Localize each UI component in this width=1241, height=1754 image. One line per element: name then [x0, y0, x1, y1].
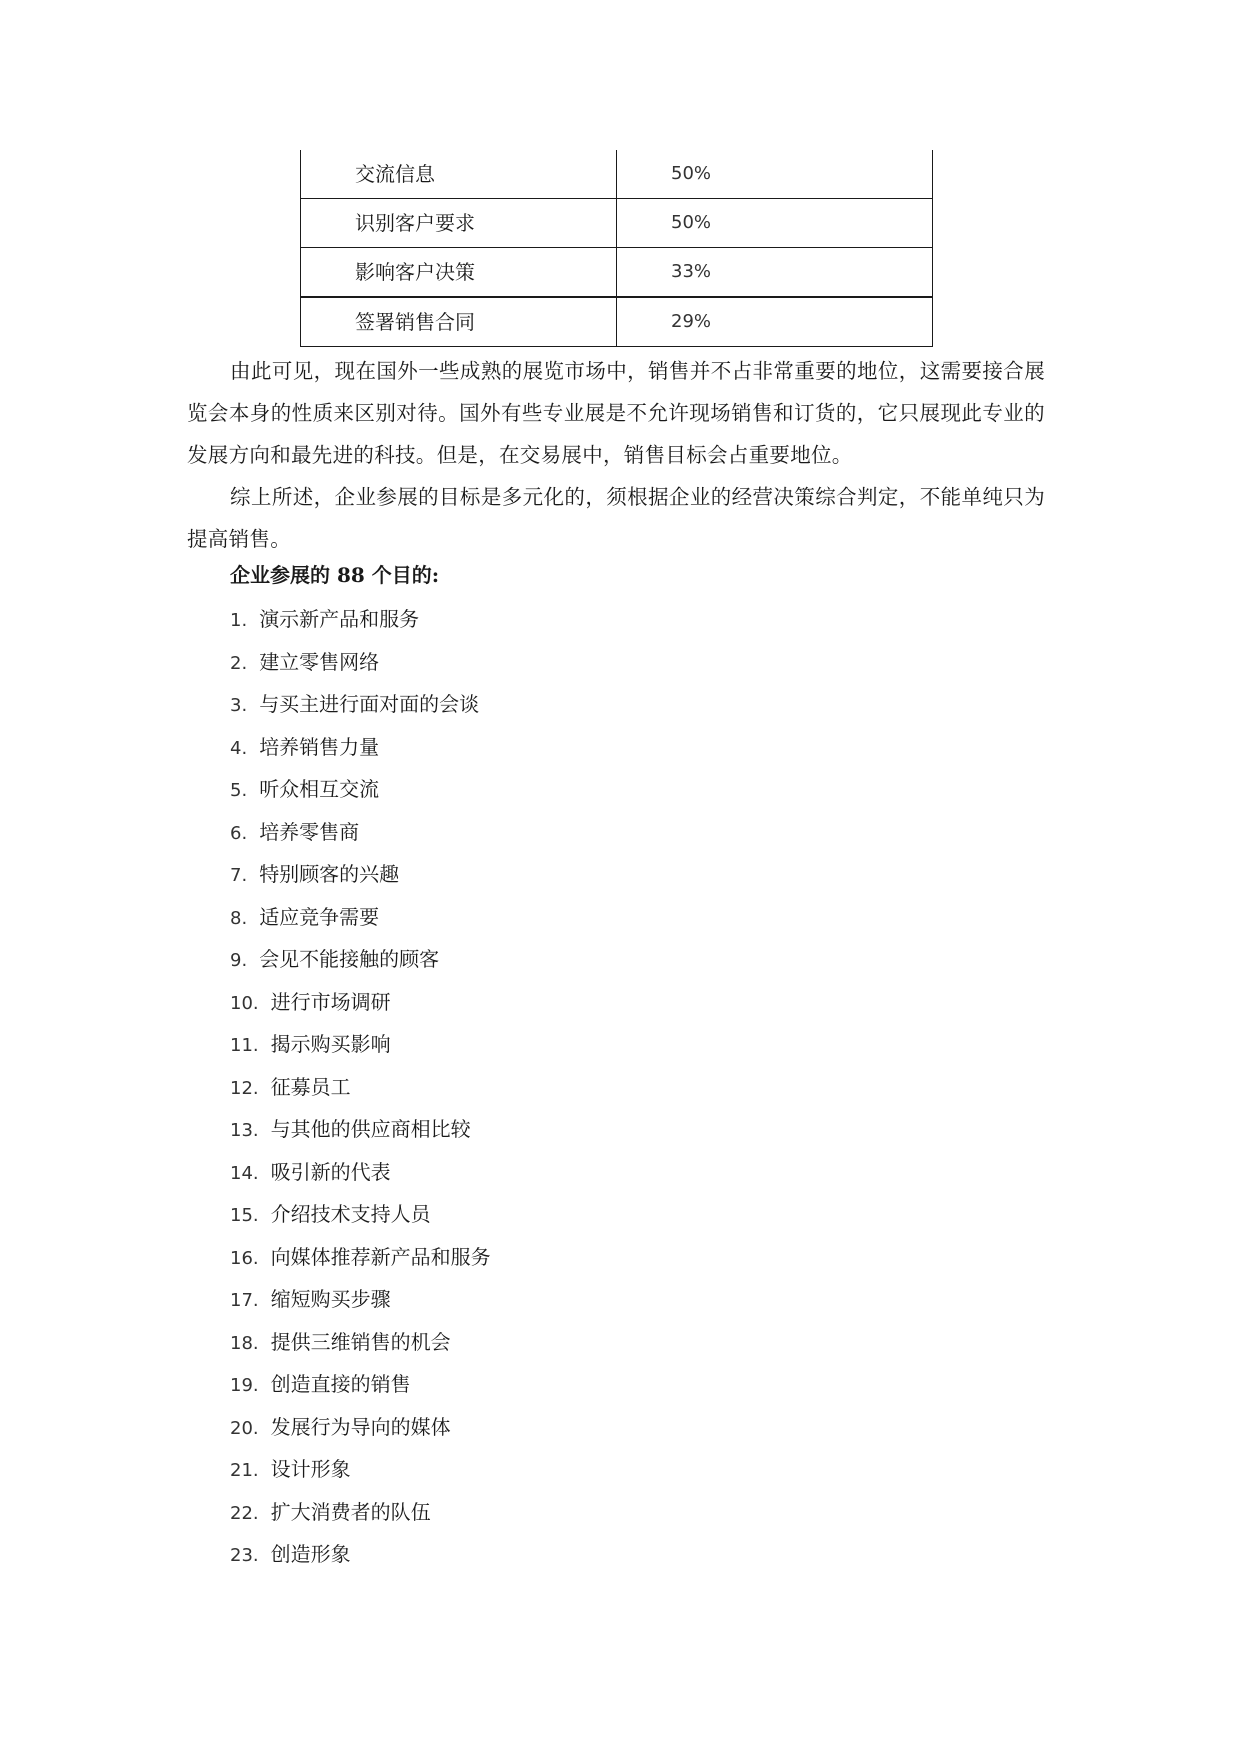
list-item-text: 演示新产品和服务 — [259, 607, 420, 631]
table-row — [301, 248, 933, 298]
list-item — [230, 1151, 491, 1194]
list-item-number: 9. — [230, 950, 248, 971]
list-item-text: 培养零售商 — [259, 819, 360, 844]
list-item-number: 22. — [230, 1502, 259, 1524]
paragraph: 由此可见，现在国外一些成熟的展览市场中，销售并不占非常重要的地位，这需要接合展览会本身的性质来区别对待。国外有些专业展是不允许现场销售和订货的，它只展现此专业的发展方向和最先进的科技。但是，在交易展中，销售目标会占重要地位。 — [187, 359, 1045, 467]
list-item — [230, 641, 491, 684]
list-item-number: 10. — [230, 992, 259, 1014]
list-item — [230, 853, 491, 896]
table-cell-percent: 29% — [617, 297, 933, 347]
list-item-number: 1. — [230, 610, 248, 631]
table-cell-percent: 50% — [617, 150, 933, 199]
list-item-text: 建立零售网络 — [259, 649, 380, 674]
list-item — [230, 981, 491, 1024]
list-item — [230, 1066, 491, 1109]
list-item — [230, 1533, 491, 1576]
list-item — [230, 1278, 491, 1321]
paragraph: 综上所述，企业参展的目标是多元化的，须根据企业的经营决策综合判定，不能单纯只为提高销售。 — [187, 485, 1045, 551]
list-item — [230, 811, 491, 854]
list-item — [230, 726, 491, 769]
list-item-text: 会见不能接触的顾客 — [259, 947, 440, 971]
list-item — [230, 896, 491, 939]
list-item-number: 8. — [230, 907, 248, 929]
list-item-text: 缩短购买步骤 — [270, 1287, 391, 1311]
list-item — [230, 1491, 491, 1534]
list-item-text: 进行市场调研 — [270, 989, 391, 1014]
list-item-text: 发展行为导向的媒体 — [270, 1414, 451, 1439]
list-item-number: 3. — [230, 695, 248, 716]
list-item — [230, 1193, 491, 1236]
list-item-number: 5. — [230, 780, 248, 801]
list-item-text: 征募员工 — [270, 1074, 351, 1099]
list-item-number: 2. — [230, 652, 248, 674]
list-item-text: 创造形象 — [270, 1542, 351, 1566]
list-item — [230, 1023, 491, 1066]
list-item-number: 19. — [230, 1375, 259, 1396]
table-cell-percent: 50% — [617, 199, 933, 248]
list-item-text: 揭示购买影响 — [270, 1032, 391, 1056]
list-item — [230, 768, 491, 811]
stats-table-wrap — [300, 150, 932, 347]
list-item-number: 12. — [230, 1077, 259, 1099]
list-item-text: 吸引新的代表 — [270, 1159, 391, 1184]
table-row — [301, 199, 933, 248]
list-item-number: 4. — [230, 737, 248, 759]
list-item-text: 与买主进行面对面的会谈 — [259, 692, 480, 716]
list-item-text: 扩大消费者的队伍 — [270, 1499, 431, 1524]
table-cell-item: 影响客户决策 — [301, 248, 617, 298]
list-item — [230, 1236, 491, 1279]
list-item — [230, 1108, 491, 1151]
table-cell-percent: 33% — [617, 248, 933, 298]
list-item-text: 听众相互交流 — [259, 777, 380, 801]
table-cell-item: 交流信息 — [301, 150, 617, 199]
list-item-number: 11. — [230, 1035, 259, 1056]
list-item-text: 向媒体推荐新产品和服务 — [270, 1244, 491, 1269]
list-item — [230, 683, 491, 726]
list-title: 企业参展的 88 个目的: — [230, 563, 440, 587]
list-item-number: 13. — [230, 1120, 259, 1141]
list-item-text: 特别顾客的兴趣 — [259, 862, 400, 886]
list-item-text: 适应竞争需要 — [259, 904, 380, 929]
list-item-number: 7. — [230, 865, 248, 886]
table-cell-item: 签署销售合同 — [301, 297, 617, 347]
body-text — [187, 350, 1045, 560]
stats-table — [300, 150, 933, 347]
list-item-number: 6. — [230, 822, 248, 844]
list-item — [230, 598, 491, 641]
list-item — [230, 1363, 491, 1406]
list-item-text: 培养销售力量 — [259, 734, 380, 759]
list-item-text: 与其他的供应商相比较 — [270, 1117, 471, 1141]
list-item-text: 设计形象 — [270, 1457, 351, 1481]
table-row — [301, 150, 933, 199]
list-item-number: 17. — [230, 1290, 259, 1311]
list-item-text: 提供三维销售的机会 — [270, 1329, 451, 1354]
purpose-list — [230, 598, 491, 1576]
list-item-number: 15. — [230, 1205, 259, 1226]
list-item — [230, 938, 491, 981]
list-item-number: 23. — [230, 1545, 259, 1566]
list-item — [230, 1406, 491, 1449]
list-item — [230, 1448, 491, 1491]
list-item-number: 20. — [230, 1417, 259, 1439]
list-item-number: 14. — [230, 1162, 259, 1184]
list-item — [230, 1321, 491, 1364]
list-item-number: 18. — [230, 1332, 259, 1354]
list-item-text: 创造直接的销售 — [270, 1372, 411, 1396]
list-item-text: 介绍技术支持人员 — [270, 1202, 431, 1226]
list-item-number: 16. — [230, 1247, 259, 1269]
list-item-number: 21. — [230, 1460, 259, 1481]
table-row — [301, 297, 933, 347]
table-cell-item: 识别客户要求 — [301, 199, 617, 248]
